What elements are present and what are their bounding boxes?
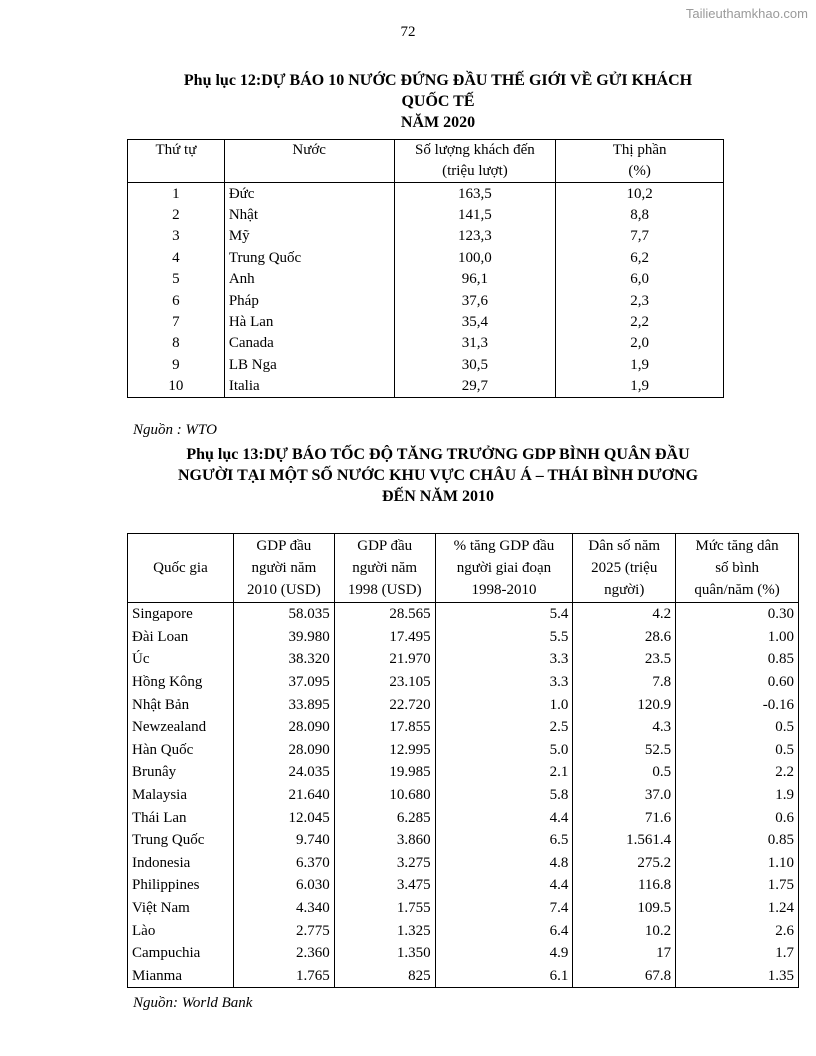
cell-country: Malaysia bbox=[128, 784, 234, 807]
table-row bbox=[128, 806, 799, 829]
cell-rank: 8 bbox=[128, 333, 225, 354]
cell-country: Hồng Kông bbox=[128, 671, 234, 694]
cell-popgrowth: 0.85 bbox=[676, 648, 799, 671]
watermark: Tailieuthamkhao.com bbox=[685, 6, 808, 21]
cell-gdp2010: 9.740 bbox=[233, 829, 334, 852]
table-row bbox=[128, 626, 799, 649]
cell-pop: 4.3 bbox=[573, 716, 676, 739]
table-row bbox=[128, 852, 799, 875]
cell-growth: 5.8 bbox=[435, 784, 573, 807]
cell-gdp1998: 1.325 bbox=[334, 919, 435, 942]
table-row bbox=[128, 269, 724, 290]
header-population: Dân số năm 2025 (triệu người) bbox=[573, 534, 676, 603]
cell-popgrowth: 1.75 bbox=[676, 874, 799, 897]
cell-gdp2010: 12.045 bbox=[233, 806, 334, 829]
header-gdp-2010: GDP đầu người năm 2010 (USD) bbox=[233, 534, 334, 603]
cell-pop: 28.6 bbox=[573, 626, 676, 649]
header-population-growth: Mức tăng dân số bình quân/năm (%) bbox=[676, 534, 799, 603]
cell-growth: 4.8 bbox=[435, 852, 573, 875]
header-country: Nước bbox=[224, 140, 394, 183]
cell-country: Italia bbox=[224, 376, 394, 398]
header-rank: Thứ tự bbox=[128, 140, 225, 183]
cell-gdp2010: 24.035 bbox=[233, 761, 334, 784]
cell-gdp2010: 28.090 bbox=[233, 739, 334, 762]
cell-rank: 2 bbox=[128, 204, 225, 225]
cell-pop: 7.8 bbox=[573, 671, 676, 694]
cell-visitors: 96,1 bbox=[394, 269, 556, 290]
cell-gdp2010: 6.030 bbox=[233, 874, 334, 897]
cell-share: 1,9 bbox=[556, 376, 724, 398]
cell-gdp1998: 22.720 bbox=[334, 693, 435, 716]
cell-growth: 6.4 bbox=[435, 919, 573, 942]
cell-growth: 5.4 bbox=[435, 603, 573, 626]
cell-pop: 67.8 bbox=[573, 965, 676, 988]
cell-gdp2010: 6.370 bbox=[233, 852, 334, 875]
cell-country: Mianma bbox=[128, 965, 234, 988]
table-row bbox=[128, 311, 724, 332]
cell-rank: 1 bbox=[128, 183, 225, 205]
cell-share: 8,8 bbox=[556, 204, 724, 225]
cell-gdp2010: 4.340 bbox=[233, 897, 334, 920]
cell-rank: 7 bbox=[128, 311, 225, 332]
cell-share: 6,0 bbox=[556, 269, 724, 290]
cell-growth: 2.5 bbox=[435, 716, 573, 739]
table-row bbox=[128, 671, 799, 694]
cell-country: Mỹ bbox=[224, 226, 394, 247]
cell-gdp2010: 2.360 bbox=[233, 942, 334, 965]
cell-pop: 52.5 bbox=[573, 739, 676, 762]
cell-gdp2010: 1.765 bbox=[233, 965, 334, 988]
cell-pop: 1.561.4 bbox=[573, 829, 676, 852]
cell-visitors: 141,5 bbox=[394, 204, 556, 225]
table-row bbox=[128, 648, 799, 671]
cell-pop: 37.0 bbox=[573, 784, 676, 807]
cell-country: Nhật Bản bbox=[128, 693, 234, 716]
cell-gdp1998: 19.985 bbox=[334, 761, 435, 784]
table-header-row bbox=[128, 140, 724, 183]
cell-country: Lào bbox=[128, 919, 234, 942]
cell-rank: 3 bbox=[128, 226, 225, 247]
cell-growth: 4.4 bbox=[435, 874, 573, 897]
table-row bbox=[128, 226, 724, 247]
cell-popgrowth: 0.30 bbox=[676, 603, 799, 626]
cell-country: Brunây bbox=[128, 761, 234, 784]
cell-country: Úc bbox=[128, 648, 234, 671]
table-row bbox=[128, 376, 724, 398]
cell-country: Việt Nam bbox=[128, 897, 234, 920]
header-visitors: Số lượng khách đến (triệu lượt) bbox=[394, 140, 556, 183]
title-line: QUỐC TẾ bbox=[401, 93, 475, 110]
cell-visitors: 100,0 bbox=[394, 247, 556, 268]
cell-rank: 4 bbox=[128, 247, 225, 268]
appendix-12-source: Nguồn : WTO bbox=[133, 422, 217, 438]
cell-country: Đức bbox=[224, 183, 394, 205]
cell-rank: 9 bbox=[128, 354, 225, 375]
cell-pop: 116.8 bbox=[573, 874, 676, 897]
cell-growth: 7.4 bbox=[435, 897, 573, 920]
cell-country: Hà Lan bbox=[224, 311, 394, 332]
cell-gdp2010: 28.090 bbox=[233, 716, 334, 739]
table-row bbox=[128, 739, 799, 762]
cell-visitors: 123,3 bbox=[394, 226, 556, 247]
cell-pop: 109.5 bbox=[573, 897, 676, 920]
cell-visitors: 35,4 bbox=[394, 311, 556, 332]
cell-growth: 2.1 bbox=[435, 761, 573, 784]
header-gdp-1998: GDP đầu người năm 1998 (USD) bbox=[334, 534, 435, 603]
table-row bbox=[128, 603, 799, 626]
cell-country: LB Nga bbox=[224, 354, 394, 375]
cell-pop: 4.2 bbox=[573, 603, 676, 626]
cell-gdp1998: 12.995 bbox=[334, 739, 435, 762]
cell-gdp1998: 3.860 bbox=[334, 829, 435, 852]
cell-growth: 4.4 bbox=[435, 806, 573, 829]
page-number: 72 bbox=[400, 24, 416, 40]
title-line: NGƯỜI TẠI MỘT SỐ NƯỚC KHU VỰC CHÂU Á – THÁI BÌNH DƯƠNG bbox=[177, 467, 699, 484]
appendix-12-table bbox=[127, 139, 724, 398]
cell-gdp2010: 37.095 bbox=[233, 671, 334, 694]
cell-share: 10,2 bbox=[556, 183, 724, 205]
cell-pop: 10.2 bbox=[573, 919, 676, 942]
cell-gdp1998: 6.285 bbox=[334, 806, 435, 829]
cell-popgrowth: -0.16 bbox=[676, 693, 799, 716]
cell-gdp1998: 825 bbox=[334, 965, 435, 988]
cell-country: Philippines bbox=[128, 874, 234, 897]
cell-gdp1998: 3.475 bbox=[334, 874, 435, 897]
table-row bbox=[128, 716, 799, 739]
cell-pop: 23.5 bbox=[573, 648, 676, 671]
cell-visitors: 37,6 bbox=[394, 290, 556, 311]
cell-popgrowth: 0.5 bbox=[676, 739, 799, 762]
cell-gdp2010: 33.895 bbox=[233, 693, 334, 716]
cell-gdp2010: 38.320 bbox=[233, 648, 334, 671]
cell-country: Hàn Quốc bbox=[128, 739, 234, 762]
table-header-row bbox=[128, 534, 799, 603]
cell-country: Trung Quốc bbox=[128, 829, 234, 852]
appendix-12-title bbox=[128, 70, 748, 133]
cell-share: 2,0 bbox=[556, 333, 724, 354]
table-row bbox=[128, 919, 799, 942]
cell-country: Trung Quốc bbox=[224, 247, 394, 268]
cell-share: 7,7 bbox=[556, 226, 724, 247]
table-row bbox=[128, 247, 724, 268]
cell-pop: 120.9 bbox=[573, 693, 676, 716]
cell-pop: 275.2 bbox=[573, 852, 676, 875]
cell-growth: 6.1 bbox=[435, 965, 573, 988]
cell-country: Campuchia bbox=[128, 942, 234, 965]
cell-growth: 3.3 bbox=[435, 671, 573, 694]
cell-growth: 4.9 bbox=[435, 942, 573, 965]
cell-popgrowth: 1.35 bbox=[676, 965, 799, 988]
title-line: ĐẾN NĂM 2010 bbox=[382, 488, 494, 505]
cell-visitors: 29,7 bbox=[394, 376, 556, 398]
cell-growth: 5.0 bbox=[435, 739, 573, 762]
cell-country: Indonesia bbox=[128, 852, 234, 875]
header-country: Quốc gia bbox=[128, 534, 234, 603]
cell-country: Singapore bbox=[128, 603, 234, 626]
cell-growth: 1.0 bbox=[435, 693, 573, 716]
cell-popgrowth: 1.24 bbox=[676, 897, 799, 920]
title-line: Phụ lục 13:DỰ BÁO TỐC ĐỘ TĂNG TRƯỞNG GDP BÌNH QUÂN ĐẦU bbox=[186, 446, 690, 463]
cell-popgrowth: 1.9 bbox=[676, 784, 799, 807]
cell-gdp1998: 1.755 bbox=[334, 897, 435, 920]
cell-popgrowth: 0.60 bbox=[676, 671, 799, 694]
cell-pop: 0.5 bbox=[573, 761, 676, 784]
cell-country: Newzealand bbox=[128, 716, 234, 739]
cell-visitors: 163,5 bbox=[394, 183, 556, 205]
table-row bbox=[128, 333, 724, 354]
cell-rank: 10 bbox=[128, 376, 225, 398]
table-row bbox=[128, 761, 799, 784]
cell-growth: 3.3 bbox=[435, 648, 573, 671]
cell-gdp2010: 39.980 bbox=[233, 626, 334, 649]
title-line: Phụ lục 12:DỰ BÁO 10 NƯỚC ĐỨNG ĐẦU THẾ GIỚI VỀ GỬI KHÁCH bbox=[183, 72, 693, 89]
appendix-13-table bbox=[127, 533, 799, 988]
cell-popgrowth: 2.2 bbox=[676, 761, 799, 784]
cell-popgrowth: 0.85 bbox=[676, 829, 799, 852]
table-row bbox=[128, 290, 724, 311]
cell-growth: 6.5 bbox=[435, 829, 573, 852]
cell-gdp1998: 28.565 bbox=[334, 603, 435, 626]
cell-popgrowth: 1.7 bbox=[676, 942, 799, 965]
header-share: Thị phần (%) bbox=[556, 140, 724, 183]
cell-gdp1998: 23.105 bbox=[334, 671, 435, 694]
table-row bbox=[128, 874, 799, 897]
cell-country: Nhật bbox=[224, 204, 394, 225]
appendix-13-source: Nguồn: World Bank bbox=[133, 995, 253, 1011]
cell-gdp2010: 58.035 bbox=[233, 603, 334, 626]
table-row bbox=[128, 965, 799, 988]
cell-popgrowth: 1.10 bbox=[676, 852, 799, 875]
cell-pop: 71.6 bbox=[573, 806, 676, 829]
cell-rank: 6 bbox=[128, 290, 225, 311]
cell-share: 2,2 bbox=[556, 311, 724, 332]
table-row bbox=[128, 784, 799, 807]
table-row bbox=[128, 354, 724, 375]
table-row bbox=[128, 897, 799, 920]
title-line: NĂM 2020 bbox=[400, 114, 476, 131]
cell-country: Pháp bbox=[224, 290, 394, 311]
table-row bbox=[128, 183, 724, 205]
cell-rank: 5 bbox=[128, 269, 225, 290]
cell-popgrowth: 1.00 bbox=[676, 626, 799, 649]
cell-pop: 17 bbox=[573, 942, 676, 965]
cell-popgrowth: 0.5 bbox=[676, 716, 799, 739]
cell-country: Thái Lan bbox=[128, 806, 234, 829]
cell-gdp1998: 10.680 bbox=[334, 784, 435, 807]
cell-visitors: 31,3 bbox=[394, 333, 556, 354]
header-gdp-growth: % tăng GDP đầu người giai đoạn 1998-2010 bbox=[435, 534, 573, 603]
table-row bbox=[128, 693, 799, 716]
cell-country: Canada bbox=[224, 333, 394, 354]
cell-popgrowth: 0.6 bbox=[676, 806, 799, 829]
cell-gdp1998: 3.275 bbox=[334, 852, 435, 875]
cell-gdp1998: 21.970 bbox=[334, 648, 435, 671]
cell-share: 1,9 bbox=[556, 354, 724, 375]
cell-gdp1998: 17.495 bbox=[334, 626, 435, 649]
cell-gdp2010: 21.640 bbox=[233, 784, 334, 807]
cell-visitors: 30,5 bbox=[394, 354, 556, 375]
table-row bbox=[128, 942, 799, 965]
cell-growth: 5.5 bbox=[435, 626, 573, 649]
table-row bbox=[128, 204, 724, 225]
cell-gdp1998: 17.855 bbox=[334, 716, 435, 739]
cell-share: 2,3 bbox=[556, 290, 724, 311]
cell-gdp1998: 1.350 bbox=[334, 942, 435, 965]
cell-country: Đài Loan bbox=[128, 626, 234, 649]
cell-gdp2010: 2.775 bbox=[233, 919, 334, 942]
cell-share: 6,2 bbox=[556, 247, 724, 268]
appendix-13-title bbox=[128, 444, 748, 507]
cell-popgrowth: 2.6 bbox=[676, 919, 799, 942]
table-row bbox=[128, 829, 799, 852]
cell-country: Anh bbox=[224, 269, 394, 290]
